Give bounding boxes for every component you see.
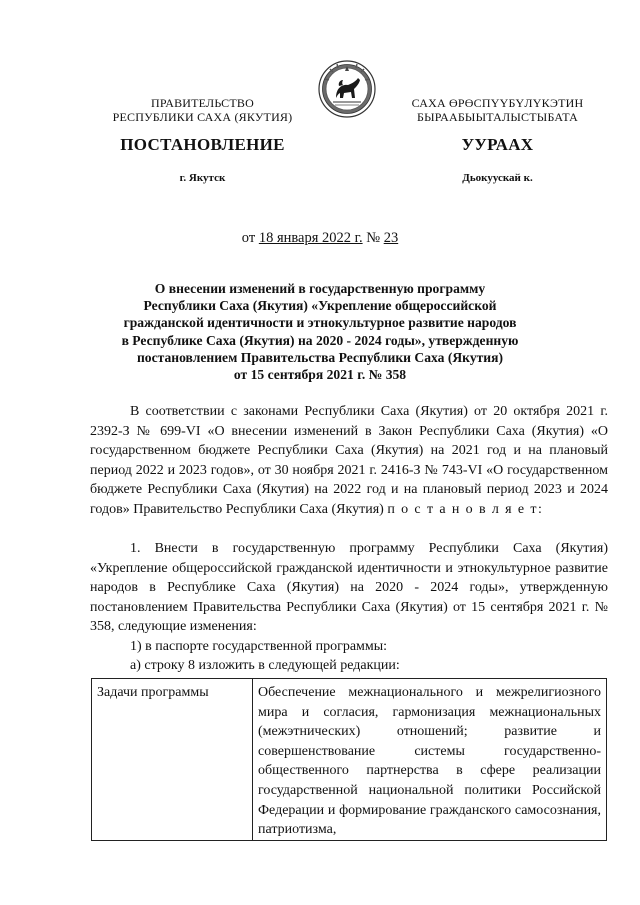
number-sign: №	[362, 230, 384, 246]
subject-line: от 15 сентября 2021 г. № 358	[233, 367, 407, 383]
date-number-line	[0, 230, 640, 247]
right-org-line2: БЫРААБЫЫТАЛЫСТЫБАТА	[417, 110, 578, 124]
coat-of-arms-emblem	[318, 58, 376, 120]
city-sah: Дьокуускай к.	[462, 172, 533, 184]
right-org-name	[390, 96, 605, 124]
decree-number: 23	[383, 230, 399, 246]
item-1-1-paragraph: 1) в паспорте государственной программы:	[130, 639, 388, 654]
left-org-line2: РЕСПУБЛИКИ САХА (ЯКУТИЯ)	[112, 110, 293, 124]
passport-table	[91, 678, 607, 841]
table-cell-label: Задачи программы	[92, 679, 253, 841]
preamble-text: В соответствии с законами Республики Саха (Якутия) от 20 октября 2021 г. 2392-З № 699-VI «О внесении изменений в Закон Республики Саха (Якутия) «О государственном бюджете Республики Саха (Якутия) на 2021 год и на плановый период 2022 и 2023 годов», от 30 ноября 2021 г. 2416-З № 743-VI «О государственном бюджете Республики Саха (Якутия) на 2022 год и на плановый период 2023 и 2024 годов» Правительство Республики Саха (Якутия)	[90, 404, 608, 517]
decree-word: п о с т а н о в л я е т:	[387, 501, 544, 517]
subject-line: в Республике Саха (Якутия) на 2020 - 2024 годы», утвержденную	[121, 332, 519, 348]
right-org-line1: САХА ӨРӨСПҮҮБҮЛҮКЭТИН	[411, 96, 584, 110]
subject-line: О внесении изменений в государственную программу	[154, 281, 486, 296]
left-org-line1: ПРАВИТЕЛЬСТВО	[151, 96, 254, 110]
doc-type-title-ru: ПОСТАНОВЛЕНИЕ	[120, 135, 285, 154]
date-prefix: от	[241, 230, 259, 246]
left-org-name	[95, 96, 310, 124]
item-1-1a-paragraph: а) строку 8 изложить в следующей редакции:	[130, 658, 400, 673]
city-ru: г. Якутск	[179, 172, 226, 184]
preamble-paragraph	[90, 402, 608, 520]
item-1-paragraph: 1. Внести в государственную программу Республики Саха (Якутия) «Укрепление общероссийской гражданской идентичности и этнокультурное развитие народов в Республике Саха (Якутия) на 2020 - 2024 годы», утвержденную постановлением Правительства Республики Саха (Якутия) от 15 сентября 2021 г. № 358, следующие изменения:	[90, 541, 608, 635]
table-row	[92, 679, 607, 841]
subject-line: гражданской идентичности и этнокультурное развитие народов	[123, 315, 517, 331]
subject-line: постановлением Правительства Республики Саха (Якутия)	[136, 349, 504, 365]
decree-date: 18 января 2022 г.	[258, 230, 363, 246]
doc-type-title-sah: УУРААХ	[461, 135, 534, 154]
table-cell-text: Обеспечение межнационального и межрелигиозного мира и согласия, гармонизация межнациональных (межэтнических) отношений; развитие и совершенствование системы государственно-общественного партнерства в сфере реализации государственной национальной политики Российской Федерации и формирование гражданского самосознания, патриотизма,	[253, 679, 607, 841]
decree-subject	[100, 280, 540, 383]
subject-line: Республики Саха (Якутия) «Укрепление общероссийской	[143, 298, 497, 314]
emblem-icon	[318, 58, 376, 120]
